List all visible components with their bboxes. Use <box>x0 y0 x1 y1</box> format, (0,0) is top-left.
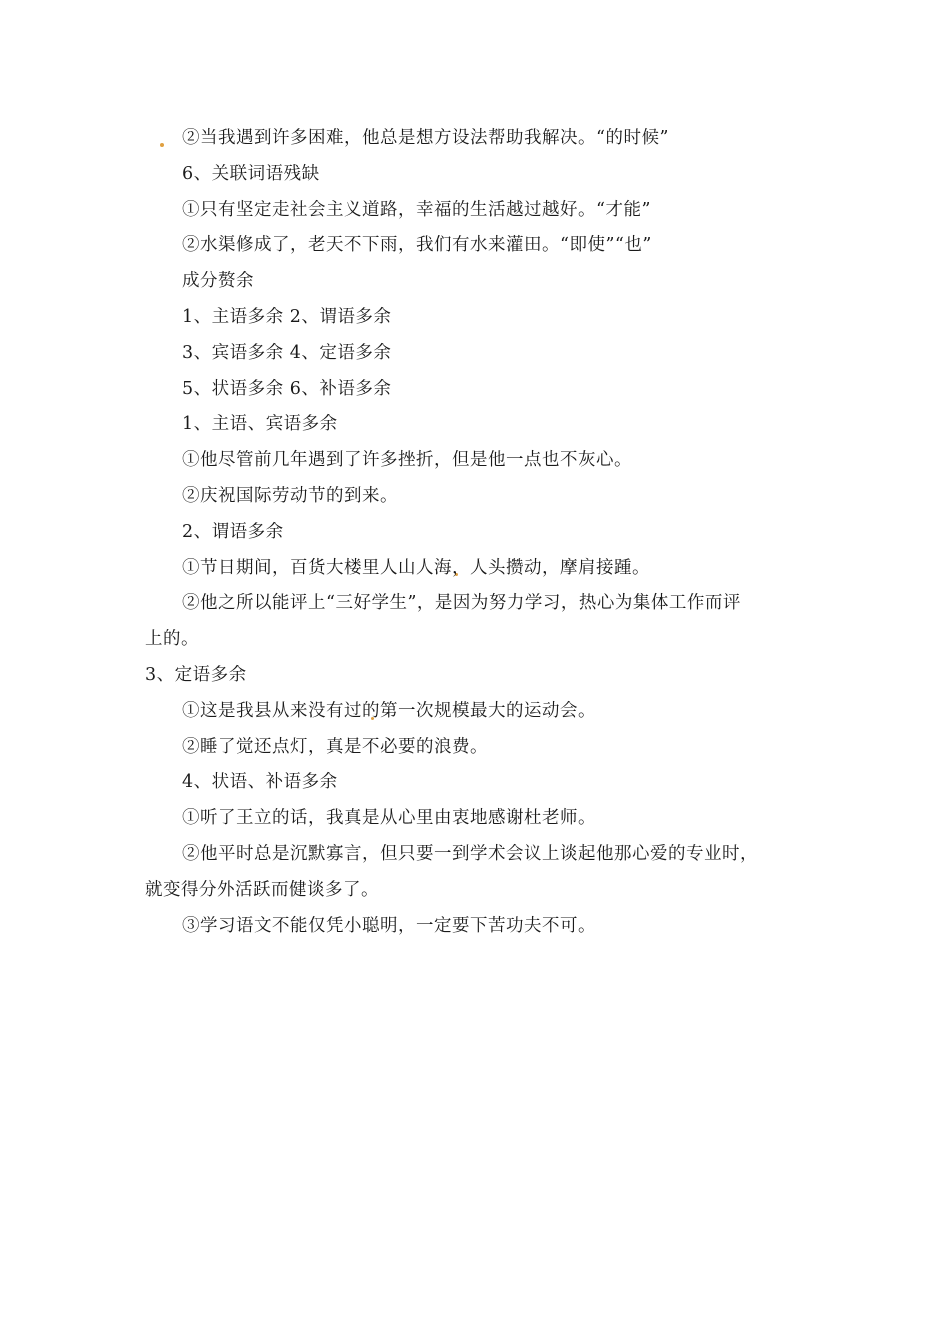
text-line: 5、状语多余 6、补语多余 <box>182 378 392 399</box>
text-line: ①他尽管前几年遇到了许多挫折，但是他一点也不灰心。 <box>182 450 632 471</box>
text-line: ②庆祝国际劳动节的到来。 <box>182 485 398 506</box>
text-line: 6、关联词语残缺 <box>182 163 320 184</box>
text-line: ①节日期间，百货大楼里人山人海，人头攒动，摩肩接踵。 <box>182 557 650 578</box>
text-line: 2、谓语多余 <box>182 521 284 542</box>
text-line: 1、主语多余 2、谓语多余 <box>182 306 392 327</box>
text-line: ③学习语文不能仅凭小聪明，一定要下苦功夫不可。 <box>182 915 596 936</box>
text-line: ②他之所以能评上“三好学生”，是因为努力学习，热心为集体工作而评 <box>182 593 741 614</box>
text-line: 3、定语多余 <box>145 664 247 685</box>
text-line: ①只有坚定走社会主义道路，幸福的生活越过越好。“才能” <box>182 199 651 220</box>
text-line: ①这是我县从来没有过的第一次规模最大的运动会。 <box>182 700 596 721</box>
text-line: ②当我遇到许多困难，他总是想方设法帮助我解决。“的时候” <box>182 128 669 148</box>
text-line: ②他平时总是沉默寡言，但只要一到学术会议上谈起他那心爱的专业时， <box>182 843 758 864</box>
text-line: 上的。 <box>145 629 199 650</box>
text-line: ②水渠修成了，老天不下雨，我们有水来灌田。“即使”“也” <box>182 235 652 256</box>
text-line: 1、主语、宾语多余 <box>182 414 338 435</box>
document-body <box>145 121 805 944</box>
text-line: 3、宾语多余 4、定语多余 <box>182 342 392 363</box>
text-line: ②睡了觉还点灯，真是不必要的浪费。 <box>182 736 488 757</box>
text-line: 就变得分外活跃而健谈多了。 <box>145 879 379 900</box>
text-line: ①听了王立的话，我真是从心里由衷地感谢杜老师。 <box>182 808 596 829</box>
text-line: 4、状语、补语多余 <box>182 772 338 793</box>
text-line: 成分赘余 <box>182 271 254 292</box>
